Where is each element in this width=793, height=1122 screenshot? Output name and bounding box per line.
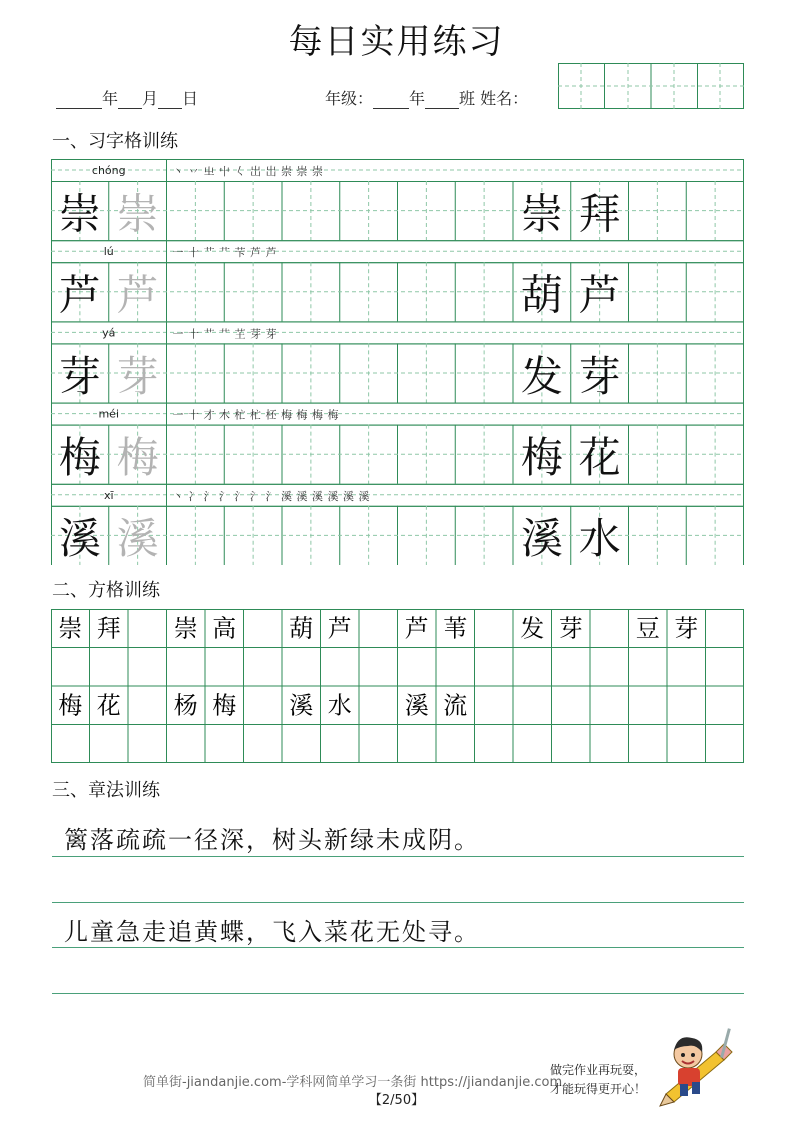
year-blank[interactable] xyxy=(56,92,102,109)
page-number: 【2/50】 xyxy=(368,1093,425,1108)
stroke-step: 崇 xyxy=(296,165,308,178)
section-fangge-heading: 二、方格训练 xyxy=(52,580,160,601)
year-label: 年 xyxy=(102,89,119,108)
grade-label: 年级： xyxy=(325,89,374,108)
model-char: 芦 xyxy=(58,270,101,320)
stroke-step: 艹 xyxy=(219,327,230,341)
stroke-step: 溪 xyxy=(358,489,370,503)
writing-line[interactable] xyxy=(52,947,744,948)
section-xizige-heading: 一、习字格训练 xyxy=(52,131,178,152)
word-char: 发 xyxy=(520,351,563,401)
stroke-step: 溪 xyxy=(327,489,339,503)
stroke-step: 梅 xyxy=(296,408,308,422)
fangge-char: 溪 xyxy=(404,691,429,720)
xizige-grid[interactable] xyxy=(51,159,744,565)
stroke-step: 十 xyxy=(188,327,199,341)
stroke-step: 溪 xyxy=(281,489,292,503)
page-title: 每日实用练习 xyxy=(288,22,505,62)
stroke-step: 芏 xyxy=(234,327,246,341)
stroke-step: 岀 xyxy=(265,165,277,178)
stroke-step: 艹 xyxy=(219,246,230,260)
pinyin: lú xyxy=(103,245,114,259)
xizige-row xyxy=(51,159,744,241)
class-label: 班 xyxy=(459,89,476,108)
stroke-step: 木 xyxy=(219,408,230,422)
stroke-step: 溪 xyxy=(343,489,354,503)
fangge-char: 梅 xyxy=(58,691,83,720)
trace-char: 芦 xyxy=(116,270,159,320)
stroke-step: 艹 xyxy=(203,246,215,260)
month-label: 月 xyxy=(142,89,159,108)
model-char: 梅 xyxy=(58,432,101,482)
model-char: 崇 xyxy=(58,189,101,239)
word-char: 水 xyxy=(578,514,621,564)
writing-line[interactable] xyxy=(52,902,744,903)
xizige-row xyxy=(51,240,744,322)
trace-char: 梅 xyxy=(116,432,159,482)
stroke-step: 氵 xyxy=(265,489,277,503)
stroke-step: 氵 xyxy=(250,489,261,503)
fangge-char: 花 xyxy=(96,691,121,720)
word-char: 溪 xyxy=(520,514,563,564)
fangge-char: 高 xyxy=(212,614,237,643)
stroke-step: 氵 xyxy=(203,489,215,503)
stroke-step: 冫 xyxy=(188,489,199,503)
stroke-step: 屮 xyxy=(219,165,230,178)
slogan-line-1: 做完作业再玩耍， xyxy=(549,1063,646,1077)
stroke-step: 丶 xyxy=(172,489,184,503)
day-blank[interactable] xyxy=(158,92,182,109)
stroke-step: 十 xyxy=(188,408,199,422)
model-char: 芽 xyxy=(58,351,101,401)
month-blank[interactable] xyxy=(118,92,142,109)
stroke-step: 柸 xyxy=(265,408,277,422)
stroke-step: 㞢 xyxy=(203,165,215,178)
stroke-step: 杧 xyxy=(250,408,261,422)
model-char: 溪 xyxy=(58,514,101,564)
xizige-row xyxy=(51,403,744,485)
stroke-step: 丷 xyxy=(188,165,199,178)
fangge-char: 芽 xyxy=(674,614,699,643)
fangge-char: 芦 xyxy=(404,614,429,643)
pinyin: xī xyxy=(103,488,114,502)
word-char: 芽 xyxy=(578,351,621,401)
stroke-step: 杧 xyxy=(234,408,246,422)
fangge-char: 芦 xyxy=(327,614,352,643)
date-line xyxy=(56,86,198,109)
fangge-char: 豆 xyxy=(635,614,660,643)
grade-blank[interactable] xyxy=(373,92,409,109)
stroke-step: 梅 xyxy=(281,408,292,422)
fangge-char: 杨 xyxy=(173,691,198,720)
fangge-char: 发 xyxy=(520,614,545,643)
stroke-step: 芽 xyxy=(265,327,277,341)
stroke-step: 芦 xyxy=(265,246,277,260)
poem-line-2: 儿童急走追黄蝶，飞入菜花无处寻。 xyxy=(64,918,480,946)
word-char: 崇 xyxy=(520,189,563,239)
slogan-line-2: 才能玩得更开心！ xyxy=(549,1082,646,1096)
stroke-step: 溪 xyxy=(312,489,323,503)
stroke-step: 𡿨 xyxy=(234,165,246,178)
fangge-char: 苇 xyxy=(443,614,468,643)
poem-line-1: 篱落疏疏一径深，树头新绿未成阴。 xyxy=(64,826,480,854)
stroke-step: 十 xyxy=(188,246,199,260)
stroke-step: 一 xyxy=(172,327,184,341)
pinyin: chóng xyxy=(91,164,126,177)
fangge-char: 流 xyxy=(443,691,468,720)
stroke-step: 丶 xyxy=(172,165,184,178)
fangge-char: 梅 xyxy=(212,691,237,720)
fangge-char: 芽 xyxy=(558,614,583,643)
boy-pencil-illustration-icon xyxy=(658,1024,738,1108)
word-char: 拜 xyxy=(578,189,621,239)
word-char: 梅 xyxy=(520,432,563,482)
stroke-step: 梅 xyxy=(327,408,339,422)
trace-char: 溪 xyxy=(116,514,159,564)
word-char: 芦 xyxy=(578,270,621,320)
pinyin: yá xyxy=(102,326,116,340)
trace-char: 崇 xyxy=(116,189,159,239)
fangge-char: 溪 xyxy=(289,691,314,720)
footer-site: 简单街-jiandanjie.com-学科网简单学习一条街 https://jiandanjie.com xyxy=(143,1075,563,1090)
xizige-row xyxy=(51,484,744,565)
fangge-grid[interactable] xyxy=(51,609,744,763)
fangge-char: 崇 xyxy=(173,614,198,643)
xizige-row xyxy=(51,321,744,403)
stroke-step: 一 xyxy=(172,408,184,422)
stroke-step: 梅 xyxy=(312,408,323,422)
fangge-char: 拜 xyxy=(96,614,121,643)
fangge-char: 葫 xyxy=(289,614,314,643)
day-label: 日 xyxy=(182,89,199,108)
section-zhangfa-heading: 三、章法训练 xyxy=(52,780,160,801)
stroke-step: 芐 xyxy=(234,246,246,260)
stroke-step: 岀 xyxy=(250,165,261,178)
stroke-step: 芽 xyxy=(250,327,261,341)
writing-line[interactable] xyxy=(52,993,744,994)
grade-line xyxy=(325,86,528,109)
stroke-step: 才 xyxy=(203,408,215,422)
trace-char: 芽 xyxy=(116,351,159,401)
stroke-step: 芦 xyxy=(250,246,261,260)
pinyin: méi xyxy=(98,407,120,421)
writing-line[interactable] xyxy=(52,856,744,857)
name-label: 姓名： xyxy=(480,89,529,108)
stroke-step: 溪 xyxy=(296,489,308,503)
fangge-char: 崇 xyxy=(58,614,83,643)
word-char: 葫 xyxy=(520,270,563,320)
fangge-char: 水 xyxy=(327,691,352,720)
name-grid[interactable] xyxy=(558,63,744,109)
word-char: 花 xyxy=(578,432,621,482)
stroke-step: 崇 xyxy=(281,165,292,178)
stroke-step: 艹 xyxy=(203,327,215,341)
class-blank[interactable] xyxy=(425,92,459,109)
stroke-step: 一 xyxy=(172,246,184,260)
grade-year-label: 年 xyxy=(409,89,426,108)
stroke-step: 崇 xyxy=(312,165,323,178)
slogan xyxy=(533,1061,663,1099)
stroke-step: 氵 xyxy=(219,489,230,503)
stroke-step: 氵 xyxy=(234,489,246,503)
